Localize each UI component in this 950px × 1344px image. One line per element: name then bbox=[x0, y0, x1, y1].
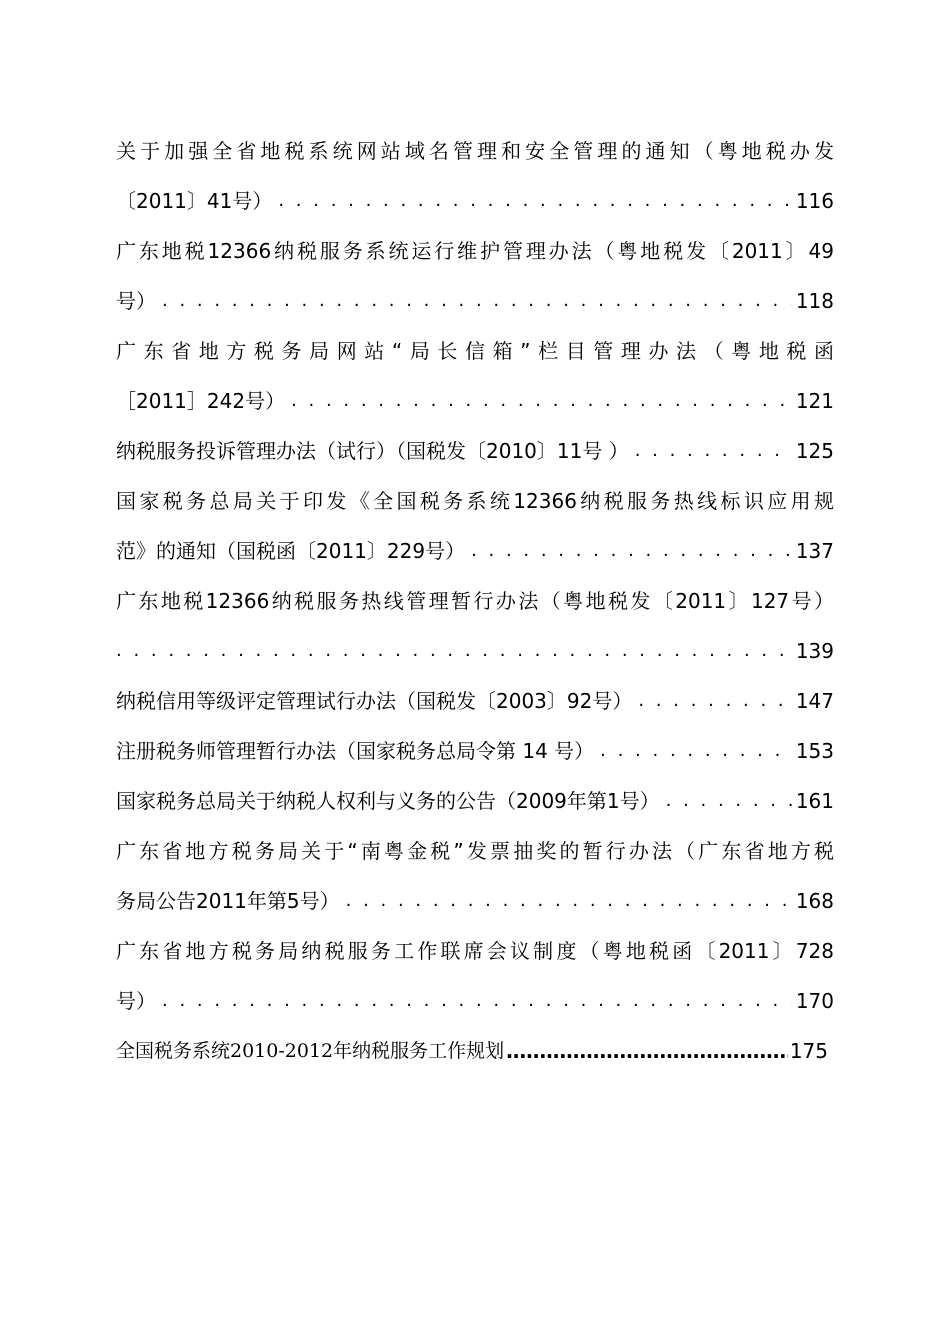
toc-page-number: 125 bbox=[795, 439, 834, 463]
toc-page-number: 153 bbox=[795, 739, 834, 763]
toc-entry-title-line: 广东省地方税务局关于“南粤金税”发票抽奖的暂行办法（广东省地方税 bbox=[116, 839, 834, 863]
toc-entry-title-line: 广东地税12366纳税服务系统运行维护管理办法（粤地税发〔2011〕49 bbox=[116, 239, 834, 263]
toc-page-number: 137 bbox=[795, 539, 834, 563]
dot-leader bbox=[162, 276, 792, 326]
toc-entry-title-line bbox=[116, 176, 834, 226]
toc-entry-title-line bbox=[116, 626, 834, 676]
dot-leader bbox=[600, 726, 792, 776]
toc-entry-title-cont: 号） bbox=[116, 289, 156, 313]
toc-entry-title: 纳税信用等级评定管理试行办法（国税发〔2003〕92号） bbox=[116, 689, 633, 713]
toc-entry-title-line bbox=[116, 676, 834, 726]
toc-page-number: 118 bbox=[795, 289, 834, 313]
toc-entry-title: 注册税务师管理暂行办法（国家税务总局令第 14 号） bbox=[116, 739, 595, 763]
toc-entry-title-line bbox=[116, 1026, 828, 1076]
toc-entry-title-line: 国家税务总局关于印发《全国税务系统12366纳税服务热线标识应用规 bbox=[116, 489, 834, 513]
toc-entry-title-line bbox=[116, 726, 834, 776]
toc-page-number: 161 bbox=[795, 789, 834, 813]
toc-entry-title-line bbox=[116, 876, 834, 926]
toc-page-number: 175 bbox=[789, 1039, 828, 1063]
dot-leader bbox=[471, 526, 792, 576]
dot-leader bbox=[635, 426, 792, 476]
toc-entry-title: 全国税务系统2010-2012年纳税服务工作规划 bbox=[116, 1040, 505, 1062]
toc-entry-title-line bbox=[116, 376, 834, 426]
toc-page-number: 116 bbox=[795, 189, 834, 213]
toc-page-number: 168 bbox=[795, 889, 834, 913]
toc-entry-title-line: 广东地税12366纳税服务热线管理暂行办法（粤地税发〔2011〕127号） bbox=[116, 589, 834, 613]
toc-entry-title-cont: 〔2011〕41号） bbox=[116, 189, 273, 213]
toc-entry-title-line bbox=[116, 776, 834, 826]
dot-leader bbox=[506, 1026, 788, 1076]
toc-page-number: 170 bbox=[795, 989, 834, 1013]
toc-entry-title-line: 关于加强全省地税系统网站域名管理和安全管理的通知（粤地税办发 bbox=[116, 139, 834, 163]
toc-entry-title-line bbox=[116, 426, 834, 476]
toc-page-number: 139 bbox=[795, 639, 834, 663]
toc-entry-title-line bbox=[116, 526, 834, 576]
toc-page-number: 121 bbox=[795, 389, 834, 413]
toc-entry-title-line bbox=[116, 276, 834, 326]
dot-leader bbox=[346, 876, 792, 926]
toc-entry-title: 国家税务总局关于纳税人权利与义务的公告（2009年第1号） bbox=[116, 789, 660, 813]
toc-entry-title-cont: 务局公告2011年第5号） bbox=[116, 889, 340, 913]
dot-leader bbox=[162, 976, 792, 1026]
toc-entry-title-line bbox=[116, 976, 834, 1026]
toc-entry-title-cont: 号） bbox=[116, 989, 156, 1013]
dot-leader bbox=[666, 776, 792, 826]
dot-leader bbox=[638, 676, 791, 726]
toc-entry-title-cont: ［2011］242号） bbox=[116, 389, 286, 413]
toc-entry-title-line: 广东省地方税务局网站“局长信箱”栏目管理办法（粤地税函 bbox=[116, 339, 834, 363]
dot-leader bbox=[116, 626, 792, 676]
dot-leader bbox=[278, 176, 791, 226]
toc-page-number: 147 bbox=[795, 689, 834, 713]
toc-entry-title-cont: 范》的通知（国税函〔2011〕229号） bbox=[116, 539, 466, 563]
toc-entry-title-line: 广东省地方税务局纳税服务工作联席会议制度（粤地税函〔2011〕728 bbox=[116, 939, 834, 963]
toc-entry-title: 纳税服务投诉管理办法（试行）（国税发〔2010〕11号 ） bbox=[116, 439, 629, 463]
dot-leader bbox=[291, 376, 792, 426]
